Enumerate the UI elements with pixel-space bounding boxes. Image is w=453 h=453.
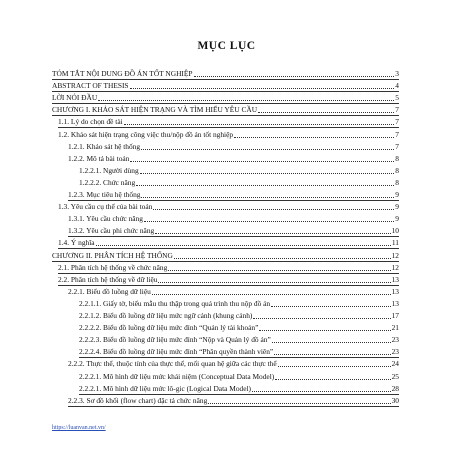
dot-leader: [168, 263, 390, 271]
toc-entry[interactable]: [0, 395, 453, 406]
toc-entry[interactable]: [0, 104, 453, 115]
toc-entry-label: 2.2.1. Biểu đồ luồng dữ liệu: [68, 286, 151, 296]
toc-entry-label: 1.3.1. Yêu cầu chức năng: [68, 214, 143, 224]
toc-entry-label: 1.2.3. Mục tiêu hệ thống: [68, 190, 141, 199]
dot-leader: [272, 335, 391, 343]
dot-leader: [152, 287, 391, 295]
toc-entry[interactable]: [0, 358, 453, 369]
toc-entry-page: 8: [395, 165, 399, 175]
toc-entry-page: 3: [395, 69, 399, 78]
toc-entry-label: 2.2.1.1. Giấy tờ, biểu mẫu thu thập trong quá trình thu nộp đồ án: [79, 298, 271, 308]
toc-entry-page: 13: [391, 274, 399, 284]
toc-entry-page: 4: [395, 81, 399, 91]
toc-entry[interactable]: [0, 165, 453, 176]
dot-leader: [130, 81, 395, 89]
dot-leader: [158, 275, 390, 283]
toc-entry[interactable]: [0, 201, 453, 212]
dot-leader: [234, 130, 394, 138]
toc-entry-label: 1.1. Lý do chọn đề tài: [58, 117, 123, 127]
dot-leader: [278, 359, 391, 367]
toc-entry[interactable]: [0, 262, 453, 273]
toc-entry[interactable]: [0, 286, 453, 297]
toc-entry-page: 28: [391, 383, 399, 393]
dot-leader: [144, 214, 394, 222]
toc-entry[interactable]: [0, 116, 453, 127]
toc-entry-label: 1.2.2. Mô tả bài toán: [68, 153, 130, 163]
toc-entry-page: 23: [391, 335, 399, 345]
toc-entry-label: 1.3.2. Yêu cầu phi chức năng: [68, 226, 155, 236]
toc-entry-page: 13: [391, 286, 399, 296]
dot-leader: [253, 311, 390, 319]
dot-leader: [153, 202, 394, 210]
toc-entry-label: LỜI NÓI ĐẦU: [52, 93, 98, 103]
dot-leader: [155, 226, 390, 234]
toc-entry-label: CHƯƠNG I. KHẢO SÁT HIỆN TRẠNG VÀ TÌM HIỂU YÊU CẦU: [52, 105, 258, 115]
toc-entry[interactable]: [0, 383, 453, 394]
toc-entry[interactable]: [0, 250, 453, 261]
toc-entry-page: 25: [391, 371, 399, 381]
toc-entry[interactable]: [0, 80, 453, 91]
dot-leader: [275, 372, 390, 380]
toc-entry[interactable]: [0, 92, 453, 103]
toc-entry-label: 2.2.2.1. Mô hình dữ liệu mức lô-gic (Logical Data Model): [79, 383, 252, 393]
toc-entry-page: 9: [395, 190, 399, 199]
toc-entry-label: 1.4. Ý nghĩa: [58, 238, 95, 248]
toc-entry[interactable]: [0, 334, 453, 345]
toc-entry[interactable]: [0, 189, 453, 200]
dot-leader: [258, 105, 394, 113]
toc-entry[interactable]: [0, 225, 453, 236]
toc-entry-label: 2.2. Phân tích hệ thống về dữ liệu: [58, 274, 158, 284]
dot-leader: [98, 93, 394, 101]
toc-entry-label: 1.2.2.1. Người dùng: [79, 165, 139, 175]
dot-leader: [141, 142, 394, 150]
toc-entry-page: 21: [391, 323, 399, 333]
toc-entry-label: ABSTRACT OF THESIS: [52, 81, 129, 91]
toc-entry-page: 9: [395, 214, 399, 224]
toc-entry-page: 7: [395, 117, 399, 127]
toc-entry-label: 2.2.3. Sơ đồ khối (flow chart) đặc tả chức năng: [68, 395, 208, 405]
page-title: MỤC LỤC: [197, 40, 256, 52]
toc-entry[interactable]: [0, 213, 453, 224]
toc-entry-label: 1.2.1. Khảo sát hệ thống: [68, 141, 141, 151]
dot-leader: [124, 117, 395, 125]
toc-entry-label: 2.2.2.2. Biểu đồ luồng dữ liệu mức đỉnh “Quản lý tài khoản”: [79, 323, 259, 333]
toc-entry-label: 2.2.2. Thực thể, thuộc tính của thực thể, mối quan hệ giữa các thực thể: [68, 359, 277, 369]
toc-entry-label: 1.3. Yêu cầu cụ thể của bài toán: [58, 202, 153, 212]
toc-entry-label: 1.2. Khảo sát hiện trạng công việc thu/nộp đồ án tốt nghiệp: [58, 129, 234, 139]
dot-leader: [271, 299, 390, 307]
toc-entry-page: 23: [391, 347, 399, 357]
toc-entry[interactable]: [0, 371, 453, 382]
toc-entry-page: 24: [391, 359, 399, 369]
dot-leader: [96, 238, 391, 246]
toc-entry-label: 2.2.2.1. Mô hình dữ liệu mức khái niệm (Conceptual Data Model): [79, 371, 275, 381]
dot-leader: [274, 347, 390, 355]
toc-entry-label: 2.1. Phân tích hệ thống về chức năng: [58, 262, 168, 272]
toc-entry[interactable]: [0, 346, 453, 357]
toc-entry-label: 1.2.2.2. Chức năng: [79, 177, 136, 187]
toc-entry[interactable]: [0, 141, 453, 152]
toc-entry-label: 2.2.2.3. Biểu đồ luồng dữ liệu mức đỉnh “Nộp và Quản lý đồ án”: [79, 335, 271, 345]
toc-entry-page: 8: [395, 153, 399, 163]
toc-entry-label: 2.2.2.4. Biểu đồ luồng dữ liệu mức đỉnh “Phân quyền thành viên”: [79, 347, 274, 357]
toc-entry-page: 10: [391, 226, 399, 236]
toc-entry-page: 9: [395, 202, 399, 212]
toc-entry-page: 7: [395, 105, 399, 115]
toc-entry[interactable]: [0, 237, 453, 248]
dot-leader: [252, 384, 391, 392]
dot-leader: [140, 166, 395, 174]
toc-entry[interactable]: [0, 322, 453, 333]
toc-entry-label: 2.2.1.2. Biểu đồ luồng dữ liệu mức ngữ cảnh (khung cảnh): [79, 311, 253, 320]
dot-leader: [174, 251, 391, 259]
toc-entry-page: 12: [391, 262, 399, 272]
toc-entry-page: 7: [395, 141, 399, 151]
toc-entry[interactable]: [0, 298, 453, 309]
toc-entry-page: 7: [395, 129, 399, 139]
dot-leader: [141, 190, 394, 198]
toc-entry-label: CHƯƠNG II. PHÂN TÍCH HỆ THỐNG: [52, 250, 173, 260]
toc-entry[interactable]: [0, 310, 453, 321]
toc-entry[interactable]: [0, 153, 453, 164]
toc-entry-page: 11: [391, 238, 399, 248]
toc-entry-page: 12: [391, 250, 399, 260]
toc-entry[interactable]: [0, 177, 453, 188]
toc-entry[interactable]: [0, 68, 453, 79]
toc-entry-page: 30: [391, 395, 399, 405]
dot-leader: [130, 154, 394, 162]
toc-entry-page: 17: [391, 311, 399, 320]
dot-leader: [136, 178, 394, 186]
toc-entry[interactable]: [0, 274, 453, 285]
toc-entry-page: 13: [391, 298, 399, 308]
toc-entry-page: 8: [395, 177, 399, 187]
toc-entry[interactable]: [0, 129, 453, 140]
toc-entry-page: 5: [395, 93, 399, 103]
dot-leader: [194, 69, 395, 77]
dot-leader: [259, 323, 390, 331]
footer-link[interactable]: https://luanvan.net.vn/: [52, 425, 106, 431]
dot-leader: [208, 396, 390, 404]
toc-entry-label: TÓM TẮT NỘI DUNG ĐỒ ÁN TỐT NGHIỆP: [52, 69, 193, 78]
